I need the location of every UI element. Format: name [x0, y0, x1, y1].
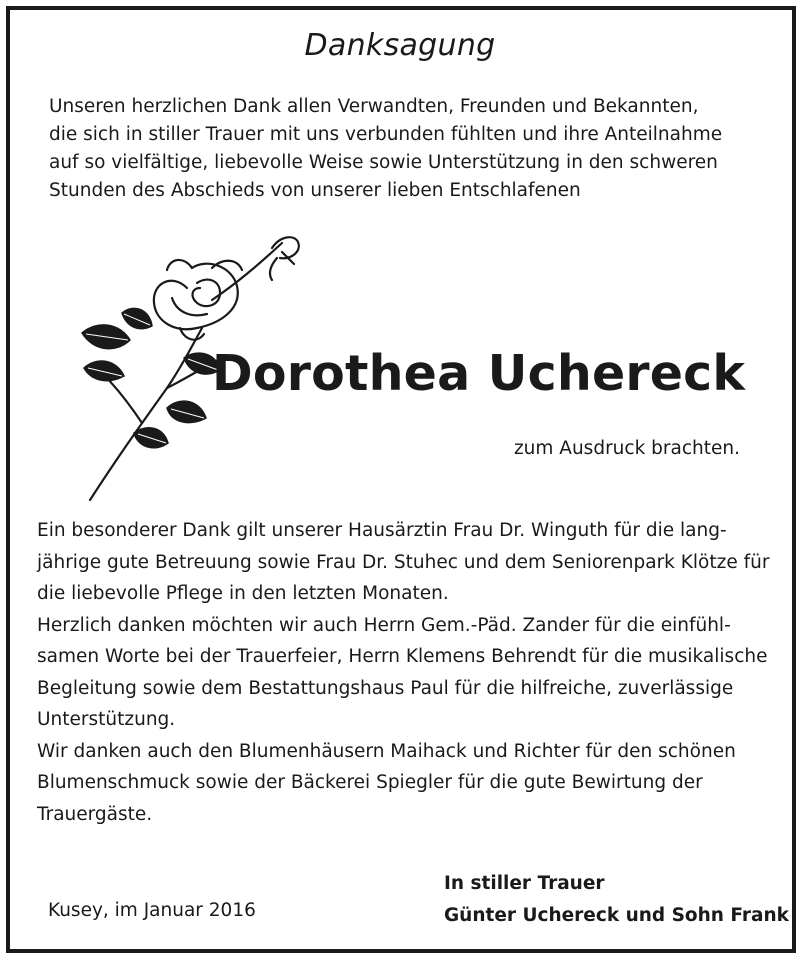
- deceased-name: Dorothea Uchereck: [212, 345, 746, 402]
- notice-title: Danksagung: [304, 28, 496, 63]
- thanks-paragraph: Ein besonderer Dank gilt unserer Hausärztin Frau Dr. Winguth für die lang- jährige gute Betreuung sowie Frau Dr. Stuhec und dem Seniorenpark Klötze für die liebevolle Pflege in den letzten Monaten. Herzlich danken möchten wir auch Herrn Gem.-Päd. Zander für die einfühl- samen Worte bei der Trauerfeier, Herrn Klemens Behrendt für die musikalische Begleitung sowie dem Bestattungshaus Paul für die hilfreiche, zuverlässige Unterstützung. Wir danken auch den Blumenhäusern Maihack und Richter für den schönen Blumenschmuck sowie der Bäckerei Spiegler für die gute Bewirtung der Trauergäste.: [37, 520, 770, 825]
- signature-line-2: Günter Uchereck und Sohn Frank: [444, 905, 789, 926]
- place-date: Kusey, im Januar 2016: [48, 900, 256, 921]
- signature-block: [444, 868, 789, 932]
- signature-line-1: In stiller Trauer: [444, 873, 605, 894]
- expression-line: zum Ausdruck brachten.: [513, 438, 740, 459]
- intro-paragraph: Unseren herzlichen Dank allen Verwandten, Freunden und Bekannten, die sich in stiller Trauer mit uns verbunden fühlten und ihre Anteilnahme auf so vielfältige, liebevolle Weise sowie Unterstützung in den schweren Stunden des Abschieds von unserer lieben Entschlafenen: [49, 96, 723, 201]
